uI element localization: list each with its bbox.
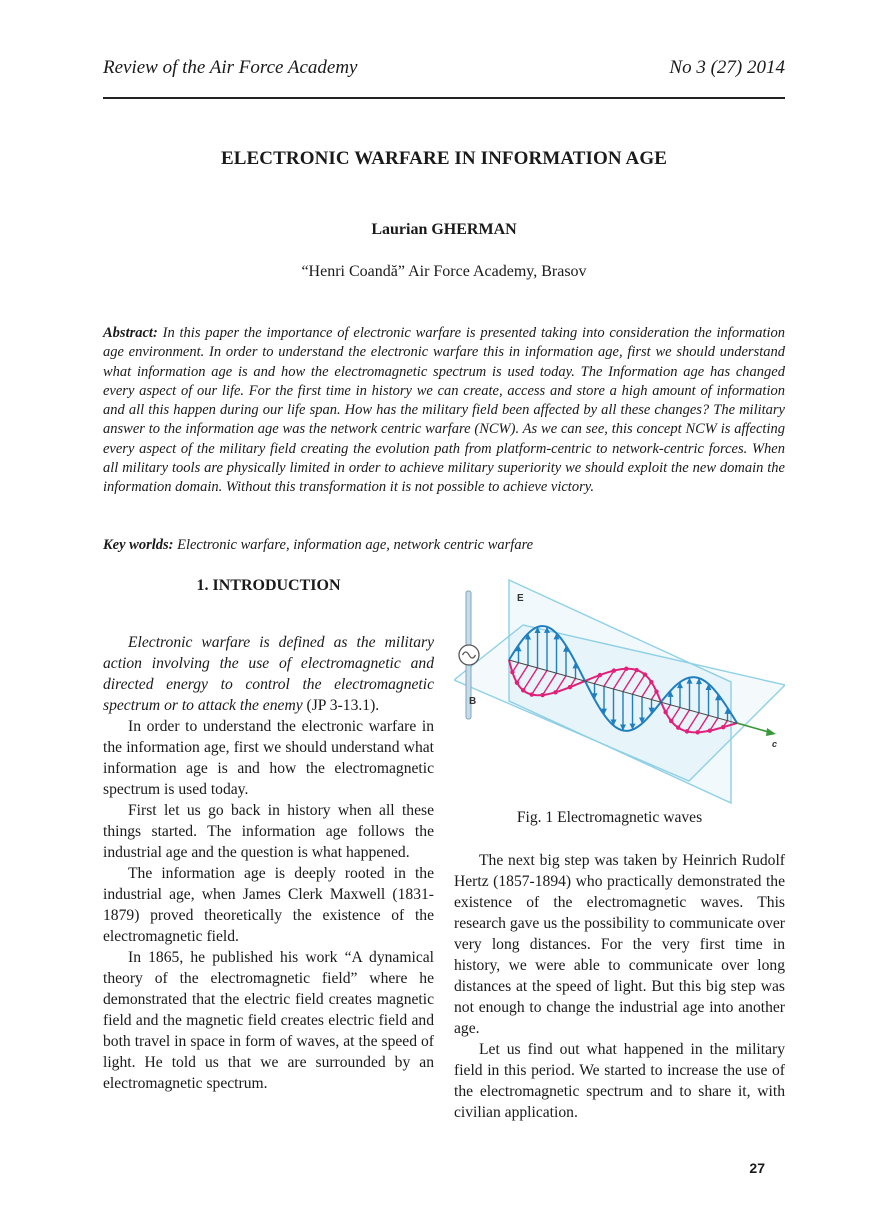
definition-reference: (JP 3-13.1). (302, 697, 380, 714)
keywords-label: Key worlds: (103, 537, 174, 553)
paragraph: In order to understand the electronic warfare in the information age, first we should understand what information age is and how the electromagnetic spectrum is used today. (103, 718, 434, 798)
propagation-label: c (772, 739, 778, 749)
header-rule (103, 97, 785, 99)
paragraph: Let us find out what happened in the military field in this period. We started to increase the use of the electromagnetic spectrum and to share it, with civilian application. (454, 1041, 785, 1121)
journal-name: Review of the Air Force Academy (103, 57, 358, 78)
left-column (103, 632, 434, 1094)
electromagnetic-wave-figure (454, 575, 785, 807)
keywords (103, 537, 785, 554)
paragraph: First let us go back in history when all these things started. The information age follows the industrial age and the question is what happened. (103, 802, 434, 861)
issue-number: No 3 (27) 2014 (669, 57, 785, 78)
electromagnetic-wave-illustration (454, 575, 785, 807)
paragraph: In 1865, he published his work “A dynamical theory of the electromagnetic field” where he demonstrated that the electric field creates magnetic field and the magnetic field creates electric field and both travel in space in form of waves, at the speed of light. He told us that we are surrounded by an electromagnetic spectrum. (103, 949, 434, 1092)
article-title: ELECTRONIC WARFARE IN INFORMATION AGE (220, 148, 668, 169)
author-affiliation: “Henri Coandă” Air Force Academy, Brasov (301, 263, 587, 280)
author-name: Laurian GHERMAN (371, 221, 517, 238)
paragraph: The next big step was taken by Heinrich Rudolf Hertz (1857-1894) who practically demonstrated the existence of the electromagnetic waves. This research gave us the possibility to communicate over very long distances. For the very first time in history, we were able to communicate over long distances at the speed of light. But this big step was not enough to change the industrial age into another age. (454, 852, 785, 1037)
electric-field-label: E (517, 593, 524, 604)
section-title: 1. INTRODUCTION (196, 577, 341, 594)
magnetic-field-label: B (469, 696, 477, 707)
definition-text: Electronic warfare is defined as the military action involving the use of electromagnetic and directed energy to control the electromagnetic spectrum or to attack the enemy (103, 634, 434, 714)
paragraph (103, 632, 434, 716)
keywords-text: Electronic warfare, information age, network centric warfare (177, 537, 534, 553)
paragraph: The information age is deeply rooted in the industrial age, when James Clerk Maxwell (1831-1879) proved theoretically the existence of the electromagnetic field. (103, 865, 434, 945)
page-number: 27 (749, 1160, 765, 1176)
right-column (454, 850, 785, 1123)
abstract-label: Abstract: (103, 325, 158, 341)
running-head (103, 57, 785, 81)
abstract-text: In this paper the importance of electronic warfare is presented taking into consideration the information age environment. In order to understand the electronic warfare this in information age, first we should understand what information age is and how the electromagnetic spectrum is used today. The Information age has changed every aspect of our life. For the first time in history we can create, access and store a high amount of information and all this happen during our life span. How has the military field been affected by all these changes? The military answer to the information age was the network centric warfare (NCW). As we can see, this concept NCW is affecting every aspect of the military field creating the evolution path from platform-centric to network-centric forces. When all military tools are physically limited in order to achieve military superiority we should exploit the new domain the information domain. Without this transformation it is not possible to achieve victory. (103, 325, 786, 496)
magnetic-plane (454, 625, 785, 781)
figure-caption: Fig. 1 Electromagnetic waves (516, 809, 703, 826)
abstract (103, 324, 785, 498)
propagation-arrowhead (766, 728, 776, 736)
